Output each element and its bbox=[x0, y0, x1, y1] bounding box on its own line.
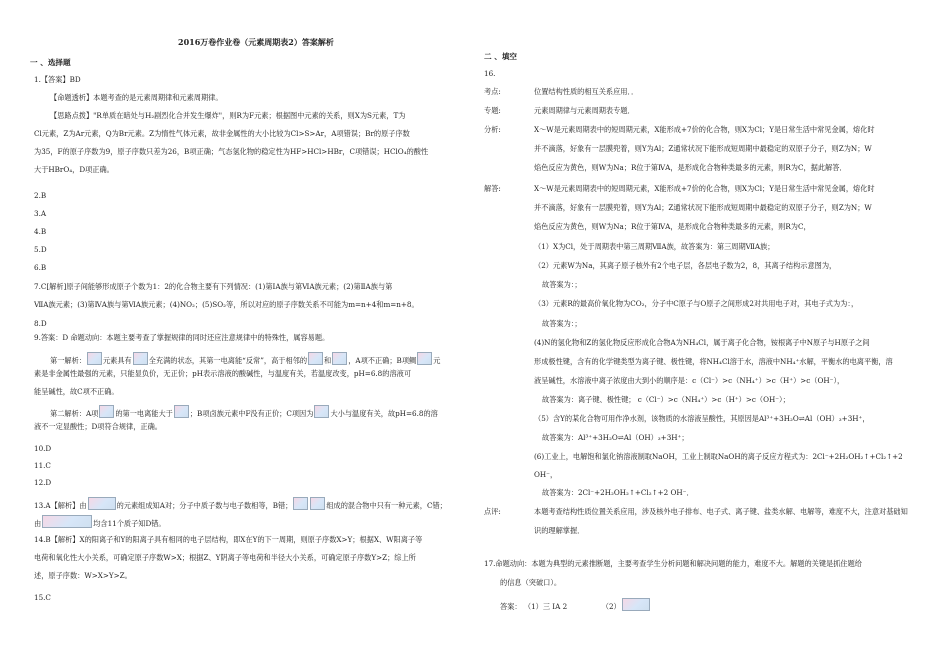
q17-line: 的信息（突破口）。 bbox=[500, 578, 562, 587]
answer-line: 电荷和氧化性大小关系，可确定原子序数W>X；根据Z、Y阴离子等电荷和半径大小关系，可确定原子序数Y>Z；综上所 bbox=[34, 553, 416, 562]
question-number: 16. bbox=[484, 69, 496, 78]
answer-line: 7.C[解析]原子间能够形成原子个数为1：2的化合物主要有下列情况：(1)第ⅠA族与第ⅥA族元素；(2)第ⅡA族与第 bbox=[34, 282, 393, 291]
dianping-line: 识的理解掌握． bbox=[534, 526, 585, 535]
answer-line: 2.B bbox=[34, 191, 47, 200]
fenxi-line: X～W是元素周期表中的短周期元素，X能形成+7价的化合物，则X为Cl；Y是日常生活中常见金属，熔化时 bbox=[534, 125, 875, 134]
formula-image bbox=[622, 598, 650, 611]
label-zhuanti: 专题: bbox=[484, 106, 501, 115]
label-dianping: 点评: bbox=[484, 507, 501, 516]
kaodian-text: 位置结构性质的相互关系应用．． bbox=[534, 87, 639, 96]
jieda-line: 形成极性键，含有的化学键类型为离子键、极性键，将NH₄Cl溶于水，溶液中NH₄⁺水解，平衡水的电离平衡，溶 bbox=[534, 357, 893, 366]
jieda-line: (6)工业上，电解饱和氯化钠溶液制取NaOH，工业上制取NaOH的离子反应方程式为：2Cl⁻+2H₂OH₂↑+Cl₂↑+2 bbox=[534, 452, 903, 461]
formula-image bbox=[310, 497, 325, 510]
label-kaodian: 考点: bbox=[484, 87, 501, 96]
formula-image bbox=[293, 497, 308, 510]
jieda-line: 故答案为：； bbox=[542, 280, 582, 289]
answer-line: 第一解析： 元素具有 全充满的状态，其第一电离能“反常”，高于相邻的 和 ，A项不正确；B项鲷 元 bbox=[50, 352, 440, 366]
answer-line: 【思路点拨】"R单质在暗处与H₂剧烈化合并发生爆炸"，则R为F元素；根据图中元素的关系，则X为S元素，T为 bbox=[50, 111, 406, 120]
jieda-line: (4)N的氢化物和Z的氢化物反应形成化合物A为NH₄Cl，属于离子化合物，铵根离子中N原子与H原子之间 bbox=[534, 338, 870, 347]
label-jieda: 解答: bbox=[484, 184, 501, 193]
zhuanti-text: 元素周期律与元素周期表专题． bbox=[534, 106, 635, 115]
jieda-line: 故答案为：； bbox=[542, 319, 582, 328]
answer-line: 9.答案：D 命题动向：本题主要考查了掌握规律的同时还应注意规律中的特殊性，属容易题。 bbox=[34, 333, 330, 342]
section-fill-heading: 二 、填空 bbox=[484, 52, 518, 61]
answer-line: ⅦA族元素；(3)第ⅣA族与第ⅥA族元素；(4)NO₂；(5)SO₂等，所以对应的原子序数关系不可能为m=n+4和m=n+8。 bbox=[34, 300, 419, 309]
jieda-line: 液呈碱性，水溶液中离子浓度由大到小的顺序是：c（Cl⁻）>c（NH₄⁺）>c（H⁺）>c（OH⁻）， bbox=[534, 376, 845, 385]
jieda-line: X～W是元素周期表中的短周期元素，X能形成+7价的化合物，则X为Cl；Y是日常生活中常见金属，熔化时 bbox=[534, 184, 875, 193]
answer-line: 【命题透析】本题考查的是元素周期律和元素周期律。 bbox=[50, 93, 223, 102]
formula-image bbox=[417, 352, 432, 365]
q17-answer: 答案： （1）三 ⅠA 2 （2） bbox=[500, 598, 651, 612]
formula-image bbox=[99, 405, 114, 418]
answer-line: 4.B bbox=[34, 227, 47, 236]
jieda-line: （5）含Y的某化合物可用作净水剂，该物质的水溶液呈酸性，其原因是Al³⁺+3H₂O⇌Al（OH）₃+3H⁺， bbox=[534, 414, 870, 423]
answer-line: 10.D bbox=[34, 444, 52, 453]
label-fenxi: 分析: bbox=[484, 125, 501, 134]
jieda-line: （3）元素R的最高价氧化物为CO₂，分子中C原子与O原子之间形成2对共用电子对，其电子式为为：， bbox=[534, 299, 859, 308]
answer-line: 12.D bbox=[34, 478, 52, 487]
answer-line: 3.A bbox=[34, 209, 47, 218]
answer-line: Cl元素，Z为Ar元素，Q为Br元素。Z为惰性气体元素，故非金属性的大小比较为Cl>S>Ar，A项错误；Br的原子序数 bbox=[34, 129, 410, 138]
q17-line: 17.命题动向：本题为典型的元素推断题，主要考查学生分析问题和解决问题的能力，难度不大。解题的关键是抓住题给 bbox=[484, 559, 862, 568]
answer-line: 述，原子序数：W>X>Y>Z。 bbox=[34, 571, 132, 580]
answer-line: 6.B bbox=[34, 263, 47, 272]
answer-line: 8.D bbox=[34, 319, 47, 328]
jieda-line: （1）X为Cl，处于周期表中第三周期ⅦA族，故答案为：第三周期ⅦA族； bbox=[534, 242, 775, 251]
fenxi-line: 焰色反应为黄色，则W为Na；R位于第ⅣA，是形成化合物种类最多的元素，则R为C，据此解答． bbox=[534, 163, 847, 172]
page-title: 2016万卷作业卷（元素周期表2）答案解析 bbox=[178, 37, 334, 47]
jieda-line: （2）元素W为Na，其离子原子核外有2个电子层，各层电子数为2，8，其离子结构示意图为， bbox=[534, 261, 837, 270]
answer-line: 11.C bbox=[34, 461, 51, 470]
answer-line: 15.C bbox=[34, 593, 51, 602]
answer-line: 由 均含11个质子知D错。 bbox=[34, 515, 166, 529]
answer-line: 1.【答案】BD bbox=[34, 75, 81, 84]
formula-image bbox=[133, 352, 148, 365]
formula-image bbox=[308, 352, 323, 365]
formula-image bbox=[174, 405, 189, 418]
formula-image bbox=[88, 497, 116, 510]
formula-image bbox=[42, 515, 92, 528]
answer-line: 第二解析：A项 的第一电离能大于 ；B项卤族元素中F没有正价；C项因为 大小与温度有关，故pH=6.8的溶 bbox=[50, 405, 438, 419]
answer-line: 液不一定显酸性；D项符合规律，正确。 bbox=[34, 422, 162, 431]
formula-image bbox=[314, 405, 329, 418]
jieda-line: 并不滴落，好象有一层膜兜着，则Y为Al；Z通常状况下能形成短周期中最稳定的双原子分子，则Z为N；W bbox=[534, 203, 872, 212]
formula-image bbox=[87, 352, 102, 365]
answer-line: 14.B【解析】X的阳离子和Y的阳离子具有相同的电子层结构，即X在Y的下一周期，则原子序数X>Y；根据X、W阳离子等 bbox=[34, 535, 423, 544]
fenxi-line: 并不滴落，好象有一层膜兜着，则Y为Al；Z通常状况下能形成短周期中最稳定的双原子分子，则Z为N；W bbox=[534, 144, 872, 153]
jieda-line: 故答案为：离子键、极性键； c（Cl⁻）>c（NH₄⁺）>c（H⁺）>c（OH⁻）； bbox=[542, 395, 790, 404]
jieda-line: OH⁻， bbox=[534, 470, 558, 479]
dianping-line: 本题考查结构性质位置关系应用，涉及核外电子排布、电子式、离子键、盐类水解、电解等，难度不大，注意对基础知 bbox=[534, 507, 908, 516]
answer-line: 为35，F的原子序数为9，原子序数只差为26，B项正确；气态氢化物的稳定性为HF>HCl>HBr，C项错误；HClO₄的酸性 bbox=[34, 147, 429, 156]
answer-line: 大于HBrO₄，D项正确。 bbox=[34, 165, 114, 174]
jieda-line: 焰色反应为黄色，则W为Na；R位于第ⅣA，是形成化合物种类最多的元素，则R为C， bbox=[534, 222, 811, 231]
jieda-line: 故答案为：2Cl⁻+2H₂OH₂↑+Cl₂↑+2 OH⁻． bbox=[542, 488, 694, 497]
answer-line: 5.D bbox=[34, 245, 47, 254]
jieda-line: 故答案为：Al³⁺+3H₂O⇌Al（OH）₃+3H⁺； bbox=[542, 433, 689, 442]
answer-line: 能呈碱性，故C项不正确。 bbox=[34, 387, 119, 396]
section-choice-heading: 一 、选择题 bbox=[30, 58, 71, 67]
answer-line: 13.A【解析】由 的元素组成知A对；分子中质子数与电子数相等，B错； 组成的混合物中只有一种元素，C错； bbox=[34, 497, 447, 511]
answer-line: 素是非金属性最强的元素，只能显负价，无正价；pH表示溶液的酸碱性，与温度有关，若温度改变，pH=6.8的溶液可 bbox=[34, 369, 412, 378]
formula-image bbox=[332, 352, 347, 365]
